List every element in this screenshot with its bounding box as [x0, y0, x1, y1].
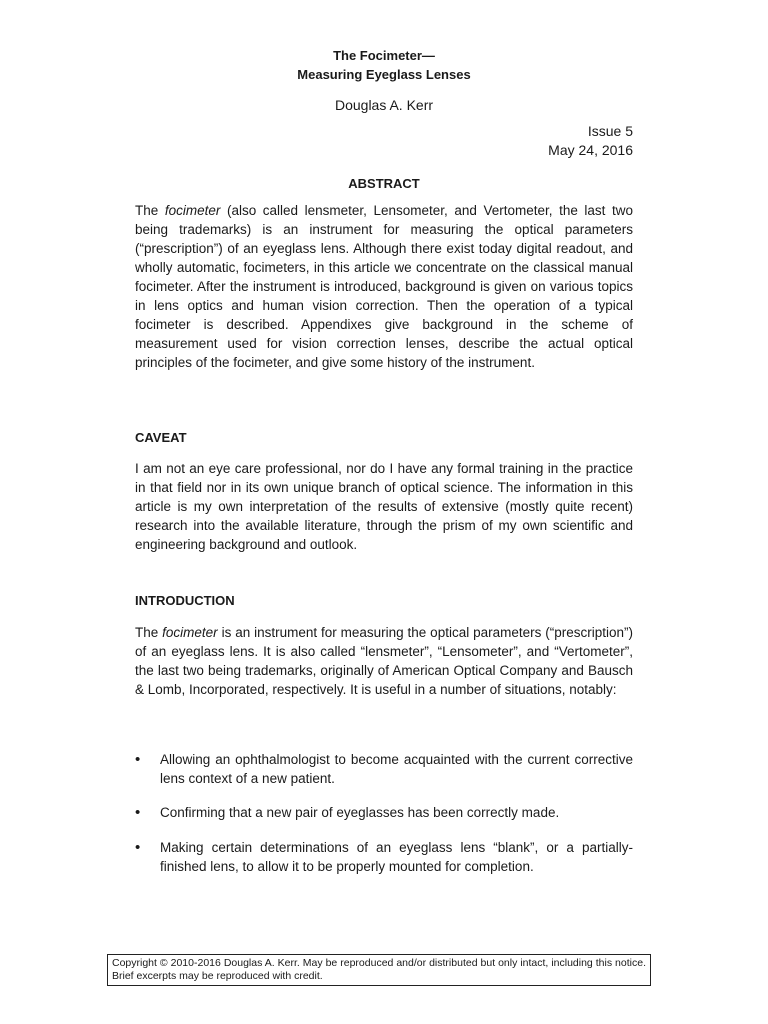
- abstract-term: focimeter: [164, 203, 221, 218]
- document-title-line2: Measuring Eyeglass Lenses: [297, 67, 471, 82]
- bullet-icon: •: [135, 839, 141, 856]
- issue-date: May 24, 2016: [548, 142, 633, 158]
- list-item-text: Allowing an ophthalmologist to become acquainted with the current corrective lens context of a new patient.: [160, 752, 633, 786]
- abstract-text-before: The: [135, 203, 165, 218]
- abstract-text-after: (also called lensmeter, Lensometer, and Vertometer, the last two being trademarks) is an instrument for measuring the optical parameters (“prescription”) of an eyeglass lens. Although there exist today digital readout, and wholly automatic, focimeters, in this article we concentrate on the classical manual focimeter. After the instrument is introduced, background is given on various topics in lens optics and human vision correction. Then the operation of a typical focimeter is described. Appendixes give background in the scheme of measurement used for vision correction lenses, describe the actual optical principles of the focimeter, and give some history of the instrument.: [135, 203, 633, 370]
- bullet-icon: •: [135, 751, 141, 768]
- caveat-heading: CAVEAT: [135, 430, 187, 445]
- introduction-paragraph: [135, 623, 633, 699]
- introduction-heading: INTRODUCTION: [135, 593, 235, 608]
- caveat-paragraph: I am not an eye care professional, nor do I have any formal training in the practice in that field nor in its own unique branch of optical science. The information in this article is my own interpretation of the results of extensive (mostly quite recent) research into the available literature, through the prism of my own scientific and engineering background and outlook.: [135, 461, 633, 552]
- bullet-icon: •: [135, 804, 141, 821]
- intro-text-after: is an instrument for measuring the optical parameters (“prescription”) of an eyeglass lens. It is also called “lensmeter”, “Lensometer”, and “Vertometer”, the last two being trademarks, originally of American Optical Company and Bausch & Lomb, Incorporated, respectively. It is useful in a number of situations, notably:: [135, 625, 634, 697]
- list-item-text: Making certain determinations of an eyeglass lens “blank”, or a partially-finished lens, to allow it to be properly mounted for completion.: [160, 840, 633, 874]
- list-item-text: Confirming that a new pair of eyeglasses has been correctly made.: [160, 805, 560, 820]
- document-title-line1: The Focimeter—: [333, 48, 435, 63]
- intro-text-before: The: [135, 625, 163, 640]
- intro-term: focimeter: [162, 625, 218, 640]
- abstract-heading: ABSTRACT: [348, 176, 420, 191]
- author-name: Douglas A. Kerr: [334, 97, 434, 113]
- abstract-paragraph: [135, 201, 633, 372]
- copyright-notice: Copyright © 2010-2016 Douglas A. Kerr. May be reproduced and/or distributed but only intact, including this notice. Brief excerpts may be reproduced with credit.: [107, 954, 651, 986]
- issue-number: Issue 5: [587, 123, 633, 139]
